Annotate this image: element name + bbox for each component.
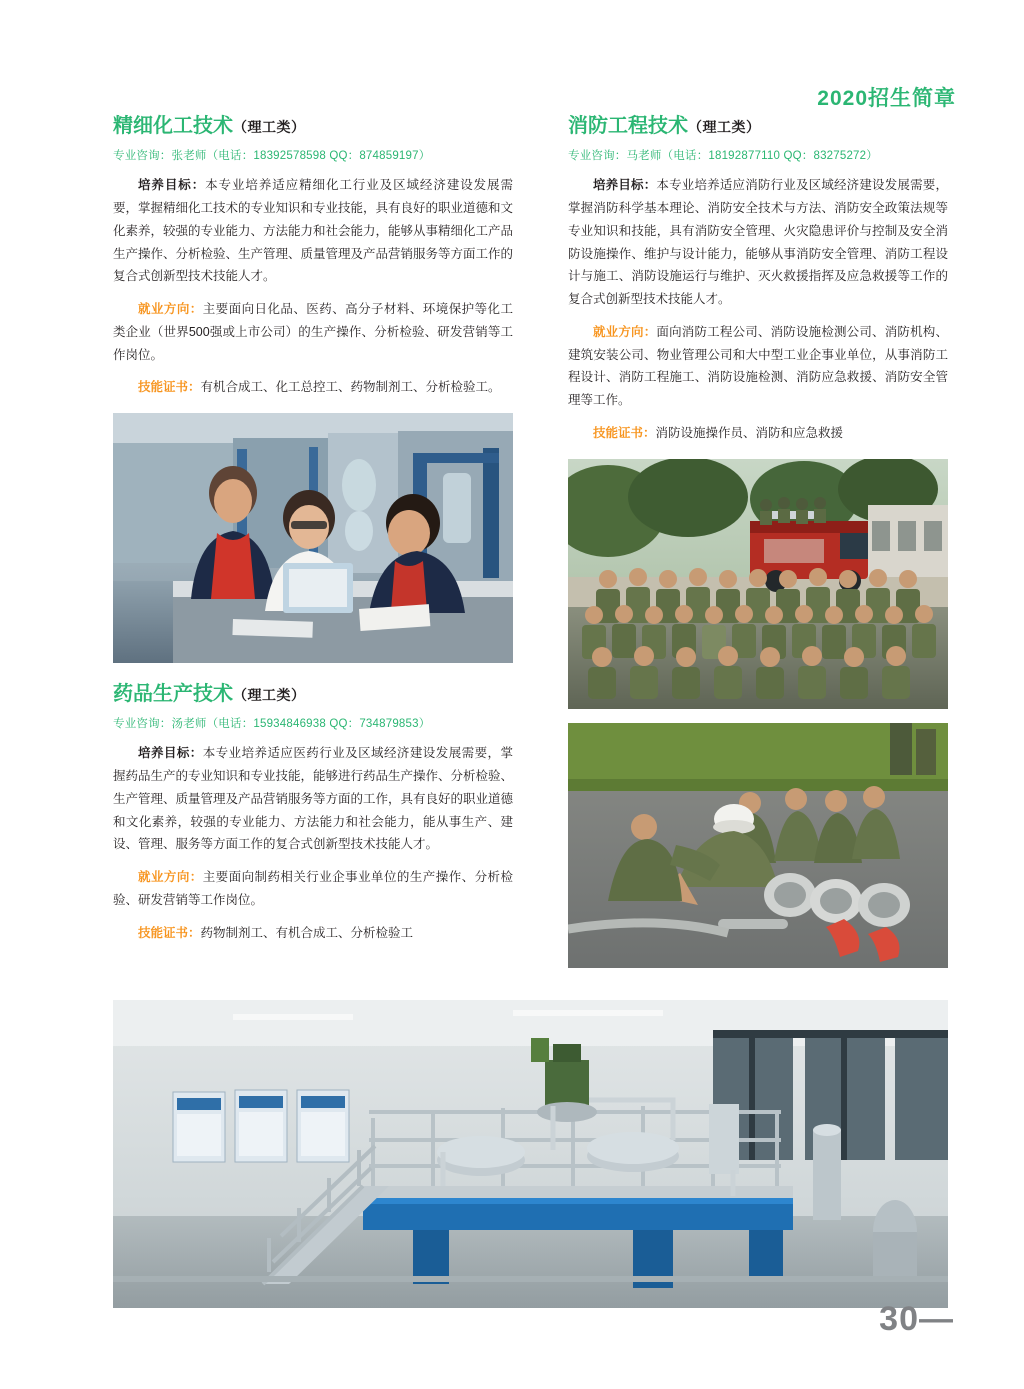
goal-label: 培养目标： (593, 178, 657, 193)
cert-text: 药物制剂工、有机合成工、分析检验工 (200, 925, 414, 940)
cert-label: 技能证书： (138, 925, 201, 940)
program-contact: 专业咨询：张老师（电话：18392578598 QQ：874859197） (113, 150, 431, 162)
goal-label: 培养目标： (138, 178, 206, 193)
program-name: 药品生产技术 (113, 683, 233, 705)
program-goal (568, 174, 948, 311)
program-career (113, 866, 513, 912)
chemistry-lab-photo-graphic (113, 413, 513, 663)
program-name: 精细化工技术 (113, 115, 233, 137)
career-label: 就业方向： (138, 302, 203, 316)
career-text: 主要面向日化品、医药、高分子材料、环境保护等化工类企业（世界500强或上市公司）的生产操作、分析检验、研发营销等工作岗位。 (113, 302, 513, 362)
cert-label: 技能证书： (138, 380, 201, 395)
program-block-fine-chemical (113, 113, 513, 399)
program-cert (568, 422, 948, 445)
cert-text: 消防设施操作员、消防和应急救援 (655, 425, 844, 440)
program-category: （理工类） (233, 687, 306, 703)
goal-text: 本专业培养适应消防行业及区域经济建设发展需要，掌握消防科学基本理论、消防安全技术与方法、消防安全政策法规等专业知识和技能，具有消防安全管理、火灾隐患评价与控制及安全消防设施操作、维护与设计能力，能够从事消防安全管理、消防工程设计与施工、消防设施运行与维护、灭火救援指挥及应急救援等工作的复合式创新型技术技能人才。 (568, 178, 948, 306)
career-text: 面向消防工程公司、消防设施检测公司、消防机构、建筑安装公司、物业管理公司和大中型工业企事业单位，从事消防工程设计、消防工程施工、消防设施检测、消防应急救援、消防安全管理等工作。 (568, 324, 948, 407)
program-cert (113, 376, 513, 399)
career-text: 主要面向制药相关行业企事业单位的生产操作、分析检验、研发营销等工作岗位。 (113, 870, 513, 907)
cert-label: 技能证书： (593, 425, 656, 440)
program-cert (113, 922, 513, 945)
program-career (113, 298, 513, 366)
wall-posters (173, 1090, 349, 1162)
goal-label: 培养目标： (138, 746, 203, 761)
program-block-pharmaceutical (113, 681, 513, 944)
program-block-fire-engineering (568, 113, 948, 445)
fire-hose-drill-photo-graphic (568, 723, 948, 968)
program-title (568, 113, 948, 139)
page-header-title: 2020招生简章 (817, 87, 956, 110)
cert-text: 有机合成工、化工总控工、药物制剂工、分析检验工。 (200, 380, 501, 395)
page-number: 30— (879, 1300, 954, 1338)
chemistry-lab-photo (113, 413, 513, 663)
program-goal (113, 174, 513, 288)
fire-class-group-photo-graphic (568, 459, 948, 709)
program-name: 消防工程技术 (568, 115, 688, 137)
pilot-plant-photo (113, 1000, 948, 1308)
goal-text: 本专业培养适应精细化工行业及区域经济建设发展需要，掌握精细化工技术的专业知识和专业技能，具有良好的职业道德和文化素养，较强的专业能力、方法能力和社会能力，能够从事精细化工产品生产操作、分析检验、生产管理、质量管理及产品营销服务等方面工作的复合式创新型技术技能人才。 (113, 178, 514, 284)
left-column (113, 113, 513, 954)
program-title (113, 113, 513, 139)
fire-class-group-photo (568, 459, 948, 709)
right-column (568, 113, 948, 968)
program-category: （理工类） (233, 119, 306, 135)
goal-text: 本专业培养适应医药行业及区域经济建设发展需要，掌握药品生产的专业知识和专业技能，能够进行药品生产操作、分析检验、生产管理、质量管理及产品营销服务等方面的工作，具有良好的职业道德和文化素养，较强的专业能力、方法能力和社会能力，能从事生产、建设、管理、服务等方面工作的复合式创新型技术技能人才。 (113, 746, 514, 852)
fire-hose-drill-photo (568, 723, 948, 968)
program-contact: 专业咨询：马老师（电话：18192877110 QQ：83275272） (568, 150, 878, 162)
program-contact: 专业咨询：汤老师（电话：15934846938 QQ：734879853） (113, 718, 431, 730)
program-goal (113, 742, 513, 856)
career-label: 就业方向： (593, 324, 657, 339)
program-career (568, 321, 948, 412)
program-title (113, 681, 513, 707)
career-label: 就业方向： (138, 870, 203, 884)
program-category: （理工类） (688, 119, 761, 135)
pilot-plant-photo-graphic (113, 1000, 948, 1308)
